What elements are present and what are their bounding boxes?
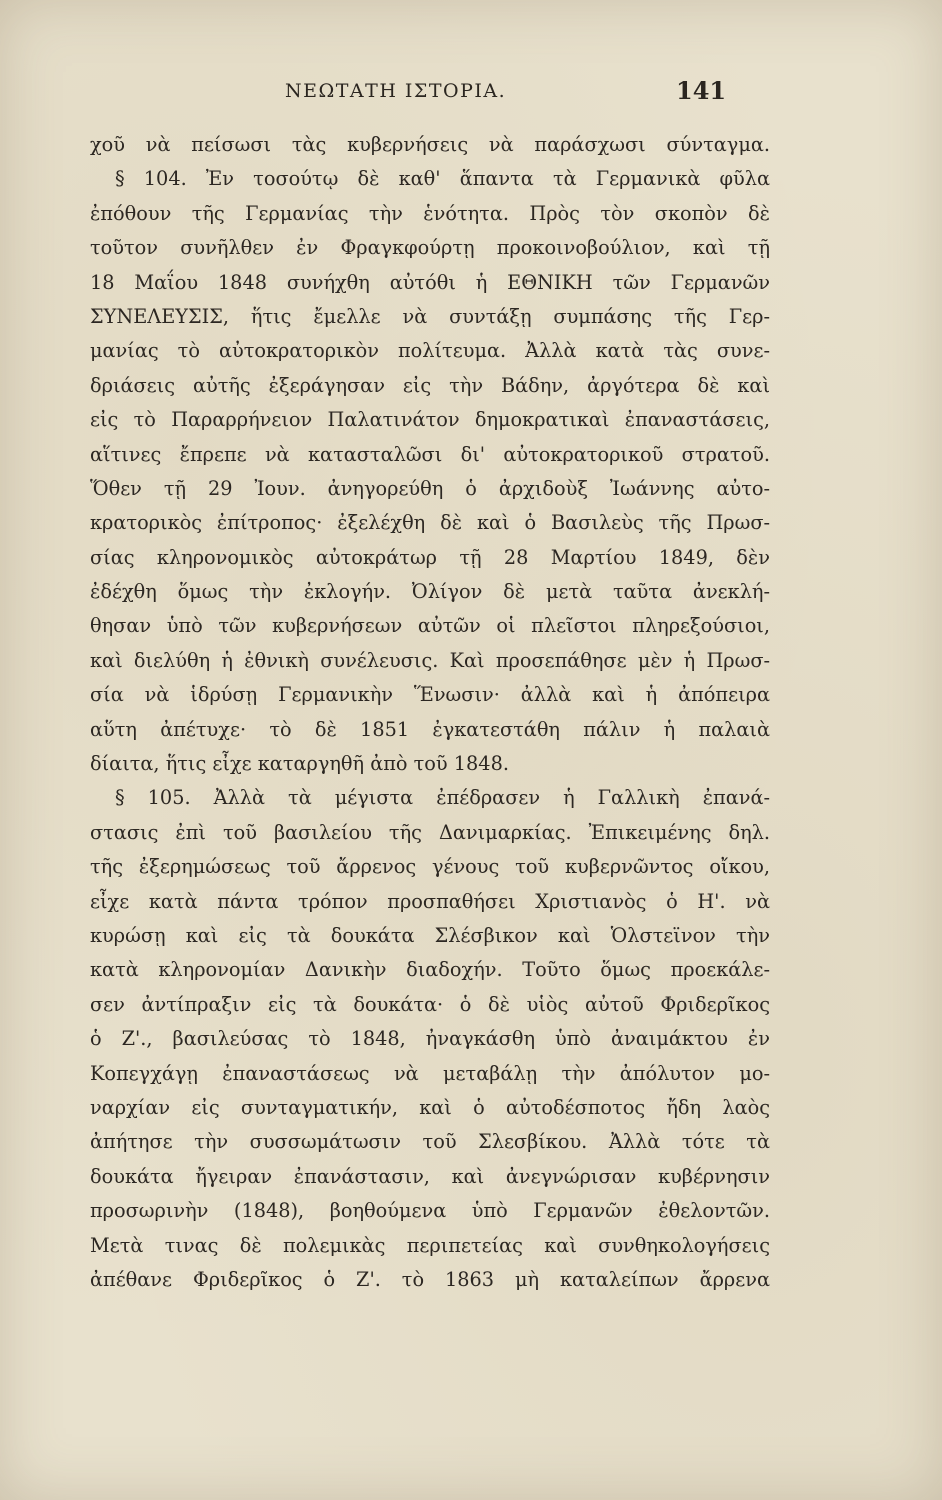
text-line: προσωρινὴν (1848), βοηθούμενα ὑπὸ Γερμανῶν ἐθελοντῶν. (90, 1199, 770, 1223)
text-line: ἐδέχθη ὅμως τὴν ἐκλογήν. Ὀλίγον δὲ μετὰ ταῦτα ἀνεκλή- (90, 580, 770, 604)
text-line: κυρώσῃ καὶ εἰς τὰ δουκάτα Σλέσβικον καὶ Ὁλστεϊνον τὴν (90, 923, 770, 947)
page-number: 141 (676, 76, 727, 105)
text-line: μανίας τὸ αὐτοκρατορικὸν πολίτευμα. Ἀλλὰ κατὰ τὰς συνε- (90, 339, 770, 363)
text-line: σία νὰ ἱδρύσῃ Γερμανικὴν Ἕνωσιν· ἀλλὰ καὶ ἡ ἀπόπειρα (90, 683, 770, 707)
text-line: εἶχε κατὰ πάντα τρόπον προσπαθήσει Χριστιανὸς ὁ Η'. νὰ (90, 889, 770, 913)
text-line: ὁ Ζ'., βασιλεύσας τὸ 1848, ἠναγκάσθη ὑπὸ ἀναιμάκτου ἐν (90, 1027, 770, 1051)
section-105-heading-line: § 105. Ἀλλὰ τὰ μέγιστα ἐπέδρασεν ἡ Γαλλικὴ ἐπανά- (115, 786, 770, 810)
text-line: ναρχίαν εἰς συνταγματικήν, καὶ ὁ αὐτοδέσποτος ἤδη λαὸς (90, 1095, 770, 1119)
text-line: δριάσεις αὐτῆς ἐξεράγησαν εἰς τὴν Βάδην, ἀργότερα δὲ καὶ (90, 373, 770, 397)
text-line: θησαν ὑπὸ τῶν κυβερνήσεων αὐτῶν οἱ πλεῖστοι πληρεξούσιοι, (90, 614, 770, 638)
text-line: ἀπέθανε Φριδερῖκος ὁ Ζ'. τὸ 1863 μὴ καταλείπων ἄρρενα (90, 1267, 770, 1291)
text-line: αὕτη ἀπέτυχε· τὸ δὲ 1851 ἐγκατεστάθη πάλιν ἡ παλαιὰ (90, 717, 770, 741)
text-line: Κοπεγχάγῃ ἐπαναστάσεως νὰ μεταβάλῃ τὴν ἀπόλυτον μο- (90, 1061, 770, 1085)
text-line: 18 Μαΐου 1848 συνήχθη αὐτόθι ἡ ΕΘΝΙΚΗ τῶν Γερμανῶν (90, 270, 770, 294)
text-line: χοῦ νὰ πείσωσι τὰς κυβερνήσεις νὰ παράσχωσι σύνταγμα. (90, 133, 770, 156)
text-line: κρατορικὸς ἐπίτροπος· ἐξελέχθη δὲ καὶ ὁ Βασιλεὺς τῆς Πρωσ- (90, 511, 770, 535)
text-line: σίας κληρονομικὸς αὐτοκράτωρ τῇ 28 Μαρτίου 1849, δὲν (90, 545, 770, 569)
text-line: σεν ἀντίπραξιν εἰς τὰ δουκάτα· ὁ δὲ υἱὸς αὐτοῦ Φριδερῖκος (90, 992, 770, 1016)
text-line: κατὰ κληρονομίαν Δανικὴν διαδοχήν. Τοῦτο ὅμως προεκάλε- (90, 958, 770, 982)
text-line: δίαιτα, ἥτις εἶχε καταργηθῆ ἀπὸ τοῦ 1848. (90, 752, 509, 776)
text-line: εἰς τὸ Παραρρήνειον Παλατινάτον δημοκρατικαὶ ἐπαναστάσεις, (90, 408, 770, 432)
text-line: τῆς ἐξερημώσεως τοῦ ἄρρενος γένους τοῦ κυβερνῶντος οἴκου, (90, 855, 770, 879)
text-line: καὶ διελύθη ἡ ἐθνικὴ συνέλευσις. Καὶ προσεπάθησε μὲν ἡ Πρωσ- (90, 648, 770, 672)
text-line: τοῦτον συνῆλθεν ἐν Φραγκφούρτῃ προκοινοβούλιον, καὶ τῇ (90, 236, 770, 260)
text-line: δουκάτα ἤγειραν ἐπανάστασιν, καὶ ἀνεγνώρισαν κυβέρνησιν (90, 1164, 770, 1188)
running-title: ΝΕΩΤΑΤΗ ΙΣΤΟΡΙΑ. (285, 80, 507, 102)
body-text (90, 128, 770, 1297)
text-line: στασις ἐπὶ τοῦ βασιλείου τῆς Δανιμαρκίας. Ἐπικειμένης δηλ. (90, 820, 770, 844)
text-line: Ὅθεν τῇ 29 Ἰουν. ἀνηγορεύθη ὁ ἀρχιδοὺξ Ἰωάννης αὐτο- (90, 476, 770, 500)
text-line: Μετὰ τινας δὲ πολεμικὰς περιπετείας καὶ συνθηκολογήσεις (90, 1233, 770, 1257)
text-line: αἵτινες ἔπρεπε νὰ κατασταλῶσι δι' αὐτοκρατορικοῦ στρατοῦ. (90, 442, 770, 466)
text-line: ΣΥΝΕΛΕΥΣΙΣ, ἥτις ἔμελλε νὰ συντάξῃ συμπάσης τῆς Γερ- (90, 304, 770, 328)
section-104-heading-line: § 104. Ἐν τοσούτῳ δὲ καθ' ἅπαντα τὰ Γερμανικὰ φῦλα (115, 167, 770, 191)
page-header (0, 74, 942, 114)
text-line: ἐπόθουν τῆς Γερμανίας τὴν ἑνότητα. Πρὸς τὸν σκοπὸν δὲ (90, 201, 770, 225)
text-line: ἀπήτησε τὴν συσσωμάτωσιν τοῦ Σλεσβίκου. Ἀλλὰ τότε τὰ (90, 1130, 770, 1154)
